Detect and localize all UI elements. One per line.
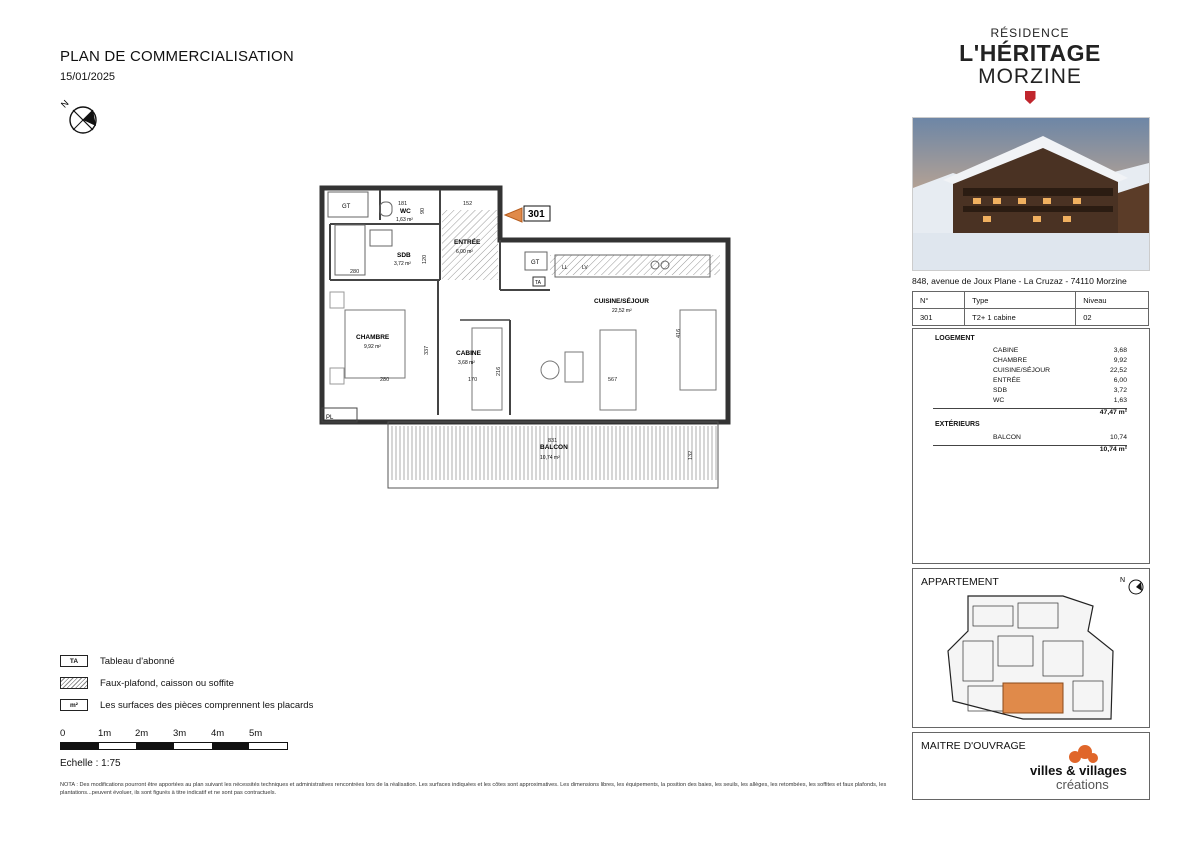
dim-entry-w: 152 bbox=[463, 201, 473, 207]
logo-text-line2: créations bbox=[1056, 777, 1109, 792]
floor-plan bbox=[300, 180, 740, 505]
unit-tag: 301 bbox=[528, 209, 545, 220]
table-cell: 301 bbox=[913, 309, 965, 326]
pl-label: PL bbox=[326, 415, 334, 421]
maitre-ouvrage-panel bbox=[912, 732, 1150, 800]
dim-sejour-h: 416 bbox=[676, 328, 682, 338]
apartment-key-plan bbox=[912, 568, 1150, 728]
scale-bar-graphic bbox=[60, 742, 288, 750]
table-row bbox=[913, 309, 1149, 326]
ll-label: LL bbox=[562, 265, 568, 271]
surfaces-panel bbox=[912, 328, 1150, 564]
savoie-shield-icon bbox=[1025, 91, 1036, 104]
room-area-sdb: 3,72 m² bbox=[394, 261, 411, 267]
room-area-cabine: 3,68 m² bbox=[458, 360, 475, 366]
surface-value: 10,74 bbox=[1109, 434, 1127, 441]
room-name-balcon: BALCON bbox=[540, 444, 568, 451]
brand-line1: RÉSIDENCE bbox=[990, 26, 1070, 40]
surface-name: BALCON bbox=[993, 434, 1021, 441]
building-key-plan bbox=[943, 591, 1123, 723]
room-name-sejour: CUISINE/SÉJOUR bbox=[594, 298, 649, 305]
villes-villages-logo-icon bbox=[1065, 743, 1099, 765]
table-header: Type bbox=[965, 292, 1076, 309]
dim-chambre-w: 280 bbox=[380, 377, 390, 383]
gt-label-2: GT bbox=[531, 260, 540, 266]
unit-table bbox=[912, 291, 1149, 326]
room-name-cabine: CABINE bbox=[456, 350, 481, 357]
surface-name: ENTRÉE bbox=[993, 377, 1021, 384]
surface-row bbox=[993, 387, 1127, 397]
legend-text: Les surfaces des pièces comprennent les placards bbox=[100, 699, 314, 711]
surface-name: CHAMBRE bbox=[993, 357, 1027, 364]
logo-text-line1: villes & villages bbox=[1030, 763, 1127, 778]
scale-tick: 1m bbox=[98, 728, 112, 739]
room-name-chambre: CHAMBRE bbox=[356, 334, 390, 341]
room-name-wc: WC bbox=[400, 208, 411, 215]
page-title: PLAN DE COMMERCIALISATION bbox=[60, 48, 294, 65]
scale-tick: 2m bbox=[135, 728, 149, 739]
highlighted-unit bbox=[1003, 683, 1063, 713]
table-cell: T2+ 1 cabine bbox=[965, 309, 1076, 326]
scale-tick: 5m bbox=[249, 728, 263, 739]
dim-balcon-h: 132 bbox=[688, 450, 694, 460]
surface-row bbox=[993, 377, 1127, 387]
dim-balcon-w: 831 bbox=[548, 438, 558, 444]
lv-label: LV bbox=[582, 265, 588, 271]
scale-bar bbox=[60, 728, 300, 750]
exterieurs-title: EXTÉRIEURS bbox=[935, 421, 980, 428]
room-area-sejour: 22,52 m² bbox=[612, 308, 632, 314]
north-label: N bbox=[58, 97, 71, 110]
dim-sdb-h: 120 bbox=[422, 254, 428, 264]
plan-date: 15/01/2025 bbox=[60, 71, 116, 83]
table-header: N° bbox=[913, 292, 965, 309]
appartement-title: APPARTEMENT bbox=[921, 576, 999, 588]
brand-line3: MORZINE bbox=[978, 65, 1082, 88]
dim-wc-h: 90 bbox=[420, 207, 426, 214]
residence-logo bbox=[912, 26, 1148, 104]
table-header-row bbox=[913, 292, 1149, 309]
ta-label: TA bbox=[535, 280, 542, 286]
surface-value: 1,63 bbox=[1113, 397, 1127, 404]
brand-line2: L'HÉRITAGE bbox=[959, 40, 1101, 66]
scale-tick: 4m bbox=[211, 728, 225, 739]
surface-row bbox=[993, 397, 1127, 407]
dim-wc-w: 181 bbox=[398, 201, 408, 207]
room-area-entree: 6,00 m² bbox=[456, 249, 473, 255]
surface-value: 9,92 bbox=[1113, 357, 1127, 364]
surface-name: CUISINE/SÉJOUR bbox=[993, 367, 1051, 374]
scale-tick: 0 bbox=[60, 728, 66, 739]
logement-title: LOGEMENT bbox=[935, 335, 975, 342]
surface-row bbox=[993, 367, 1127, 377]
dim-sdb-w: 280 bbox=[350, 269, 360, 275]
gt-label-1: GT bbox=[342, 204, 351, 210]
legend-item bbox=[60, 694, 313, 716]
dim-cabine-w: 170 bbox=[468, 377, 478, 383]
room-area-wc: 1,63 m² bbox=[396, 217, 413, 223]
surface-value: 22,52 bbox=[1109, 367, 1127, 374]
logement-total: 47,47 m² bbox=[933, 408, 1127, 419]
room-area-chambre: 9,92 m² bbox=[364, 344, 381, 350]
surface-row bbox=[993, 357, 1127, 367]
surface-name: CABINE bbox=[993, 347, 1019, 354]
legend-item bbox=[60, 672, 313, 694]
legend-text: Faux-plafond, caisson ou soffite bbox=[100, 677, 234, 689]
scale-tick: 3m bbox=[173, 728, 187, 739]
dim-sejour-w: 567 bbox=[608, 377, 618, 383]
surface-name: SDB bbox=[993, 387, 1007, 394]
maitre-ouvrage-title: MAITRE D'OUVRAGE bbox=[921, 740, 1026, 752]
surface-value: 3,72 bbox=[1113, 387, 1127, 394]
legend bbox=[60, 650, 313, 716]
surface-row bbox=[993, 347, 1127, 357]
surface-value: 6,00 bbox=[1113, 377, 1127, 384]
north-arrow-icon bbox=[58, 96, 104, 141]
building-photo bbox=[912, 117, 1150, 271]
surface-value: 3,68 bbox=[1113, 347, 1127, 354]
legend-text: Tableau d'abonné bbox=[100, 655, 175, 667]
north-arrow-icon bbox=[1120, 573, 1146, 597]
legend-item bbox=[60, 650, 313, 672]
address: 848, avenue de Joux Plane - La Cruzaz - 74110 Morzine bbox=[912, 276, 1127, 286]
room-name-entree: ENTRÉE bbox=[454, 239, 481, 246]
exterieurs-total: 10,74 m² bbox=[933, 445, 1127, 456]
legend-key-m2: m² bbox=[60, 699, 88, 711]
north-label: N bbox=[1120, 577, 1126, 584]
dim-chambre-h: 337 bbox=[424, 345, 430, 355]
table-cell: 02 bbox=[1076, 309, 1149, 326]
dim-cabine-h: 216 bbox=[496, 366, 502, 376]
surface-name: WC bbox=[993, 397, 1005, 404]
scale-label: Echelle : 1:75 bbox=[60, 758, 121, 769]
table-header: Niveau bbox=[1076, 292, 1149, 309]
surface-row bbox=[993, 434, 1127, 444]
legend-key-ta: TA bbox=[60, 655, 88, 667]
room-name-sdb: SDB bbox=[397, 252, 411, 259]
disclaimer-note: NOTA : Des modifications pourront être apportées au plan suivant les nécessités techniques et administratives rencontrées lors de la réalisation. Les surfaces indiquées et les côtes sont approximatives. Les dimensions libres, les équipements, la position des baies, les seuils, les allèges, les retombées, les soffites et faux plafonds, les plantations...peuvent évoluer, ils sont figurés à titre indicatif et ne sont pas contractuels. bbox=[60, 782, 887, 796]
room-area-balcon: 10,74 m² bbox=[540, 455, 560, 461]
legend-hatch-swatch bbox=[60, 677, 88, 689]
